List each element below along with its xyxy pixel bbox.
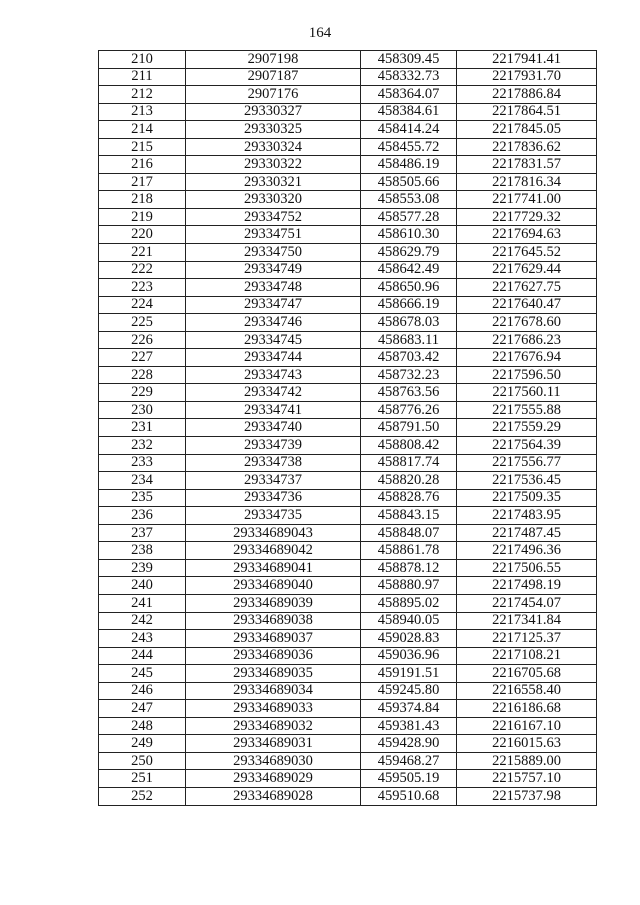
y-coordinate-cell: 2217509.35 [457, 489, 597, 507]
y-coordinate-cell: 2217836.62 [457, 138, 597, 156]
table-row [99, 173, 597, 191]
point-number-cell: 213 [99, 103, 186, 121]
table-row [99, 121, 597, 139]
point-id-cell: 29330321 [186, 173, 361, 191]
x-coordinate-cell: 458878.12 [361, 559, 457, 577]
x-coordinate-cell: 458332.73 [361, 68, 457, 86]
point-number-cell: 230 [99, 401, 186, 419]
table-row [99, 384, 597, 402]
x-coordinate-cell: 458309.45 [361, 51, 457, 69]
point-number-cell: 224 [99, 296, 186, 314]
table-row [99, 489, 597, 507]
table-row [99, 577, 597, 595]
table-row [99, 51, 597, 69]
y-coordinate-cell: 2215889.00 [457, 752, 597, 770]
table-row [99, 752, 597, 770]
point-id-cell: 29334689032 [186, 717, 361, 735]
point-id-cell: 29334689036 [186, 647, 361, 665]
x-coordinate-cell: 458384.61 [361, 103, 457, 121]
x-coordinate-cell: 459510.68 [361, 787, 457, 805]
point-number-cell: 217 [99, 173, 186, 191]
point-number-cell: 226 [99, 331, 186, 349]
x-coordinate-cell: 458791.50 [361, 419, 457, 437]
table-row [99, 138, 597, 156]
table-row [99, 103, 597, 121]
x-coordinate-cell: 458843.15 [361, 507, 457, 525]
x-coordinate-cell: 458820.28 [361, 472, 457, 490]
point-number-cell: 212 [99, 86, 186, 104]
point-number-cell: 246 [99, 682, 186, 700]
point-id-cell: 29334689039 [186, 594, 361, 612]
x-coordinate-cell: 458817.74 [361, 454, 457, 472]
y-coordinate-cell: 2217559.29 [457, 419, 597, 437]
x-coordinate-cell: 458455.72 [361, 138, 457, 156]
x-coordinate-cell: 459381.43 [361, 717, 457, 735]
point-number-cell: 220 [99, 226, 186, 244]
table-row [99, 261, 597, 279]
y-coordinate-cell: 2217676.94 [457, 349, 597, 367]
x-coordinate-cell: 458629.79 [361, 244, 457, 262]
point-number-cell: 231 [99, 419, 186, 437]
point-number-cell: 240 [99, 577, 186, 595]
point-id-cell: 29334689030 [186, 752, 361, 770]
point-id-cell: 2907198 [186, 51, 361, 69]
point-number-cell: 249 [99, 735, 186, 753]
point-number-cell: 215 [99, 138, 186, 156]
point-number-cell: 247 [99, 700, 186, 718]
x-coordinate-cell: 458577.28 [361, 208, 457, 226]
x-coordinate-cell: 458364.07 [361, 86, 457, 104]
point-number-cell: 216 [99, 156, 186, 174]
x-coordinate-cell: 458776.26 [361, 401, 457, 419]
y-coordinate-cell: 2217125.37 [457, 630, 597, 648]
table-row [99, 700, 597, 718]
point-id-cell: 29330322 [186, 156, 361, 174]
point-id-cell: 29334689035 [186, 665, 361, 683]
x-coordinate-cell: 458650.96 [361, 279, 457, 297]
y-coordinate-cell: 2217729.32 [457, 208, 597, 226]
table-row [99, 279, 597, 297]
x-coordinate-cell: 459428.90 [361, 735, 457, 753]
table-row [99, 156, 597, 174]
point-number-cell: 237 [99, 524, 186, 542]
y-coordinate-cell: 2217536.45 [457, 472, 597, 490]
point-id-cell: 29334745 [186, 331, 361, 349]
table-row [99, 366, 597, 384]
table-row [99, 191, 597, 209]
y-coordinate-cell: 2216705.68 [457, 665, 597, 683]
table-row [99, 349, 597, 367]
point-number-cell: 233 [99, 454, 186, 472]
y-coordinate-cell: 2217564.39 [457, 437, 597, 455]
point-id-cell: 29334689029 [186, 770, 361, 788]
y-coordinate-cell: 2217941.41 [457, 51, 597, 69]
point-number-cell: 252 [99, 787, 186, 805]
point-number-cell: 225 [99, 314, 186, 332]
x-coordinate-cell: 458895.02 [361, 594, 457, 612]
y-coordinate-cell: 2217555.88 [457, 401, 597, 419]
x-coordinate-cell: 459374.84 [361, 700, 457, 718]
point-number-cell: 243 [99, 630, 186, 648]
point-id-cell: 29334689042 [186, 542, 361, 560]
y-coordinate-cell: 2217694.63 [457, 226, 597, 244]
point-id-cell: 29334689037 [186, 630, 361, 648]
point-number-cell: 210 [99, 51, 186, 69]
x-coordinate-cell: 458683.11 [361, 331, 457, 349]
y-coordinate-cell: 2217741.00 [457, 191, 597, 209]
point-id-cell: 29334739 [186, 437, 361, 455]
point-id-cell: 29334752 [186, 208, 361, 226]
y-coordinate-cell: 2217454.07 [457, 594, 597, 612]
table-row [99, 244, 597, 262]
point-number-cell: 239 [99, 559, 186, 577]
table-row [99, 226, 597, 244]
table-row [99, 401, 597, 419]
point-id-cell: 29334748 [186, 279, 361, 297]
table-row [99, 665, 597, 683]
x-coordinate-cell: 458763.56 [361, 384, 457, 402]
point-id-cell: 29334740 [186, 419, 361, 437]
point-number-cell: 214 [99, 121, 186, 139]
x-coordinate-cell: 458414.24 [361, 121, 457, 139]
y-coordinate-cell: 2217627.75 [457, 279, 597, 297]
point-id-cell: 29334689034 [186, 682, 361, 700]
y-coordinate-cell: 2216186.68 [457, 700, 597, 718]
y-coordinate-cell: 2217816.34 [457, 173, 597, 191]
x-coordinate-cell: 458666.19 [361, 296, 457, 314]
point-id-cell: 29334746 [186, 314, 361, 332]
x-coordinate-cell: 459036.96 [361, 647, 457, 665]
table-row [99, 296, 597, 314]
point-id-cell: 29330324 [186, 138, 361, 156]
point-id-cell: 29334749 [186, 261, 361, 279]
point-number-cell: 235 [99, 489, 186, 507]
point-number-cell: 218 [99, 191, 186, 209]
point-id-cell: 29334689031 [186, 735, 361, 753]
point-number-cell: 227 [99, 349, 186, 367]
point-id-cell: 29334738 [186, 454, 361, 472]
point-id-cell: 29330325 [186, 121, 361, 139]
point-id-cell: 29330320 [186, 191, 361, 209]
x-coordinate-cell: 458880.97 [361, 577, 457, 595]
point-id-cell: 29334689028 [186, 787, 361, 805]
point-number-cell: 248 [99, 717, 186, 735]
point-number-cell: 244 [99, 647, 186, 665]
y-coordinate-cell: 2217831.57 [457, 156, 597, 174]
y-coordinate-cell: 2217108.21 [457, 647, 597, 665]
point-number-cell: 223 [99, 279, 186, 297]
table-row [99, 612, 597, 630]
table-row [99, 787, 597, 805]
point-id-cell: 29334744 [186, 349, 361, 367]
y-coordinate-cell: 2217886.84 [457, 86, 597, 104]
point-id-cell: 29334743 [186, 366, 361, 384]
coordinates-table-body [99, 51, 597, 806]
point-number-cell: 238 [99, 542, 186, 560]
x-coordinate-cell: 458610.30 [361, 226, 457, 244]
y-coordinate-cell: 2217931.70 [457, 68, 597, 86]
x-coordinate-cell: 458732.23 [361, 366, 457, 384]
point-number-cell: 236 [99, 507, 186, 525]
point-id-cell: 29334689038 [186, 612, 361, 630]
x-coordinate-cell: 459505.19 [361, 770, 457, 788]
point-number-cell: 241 [99, 594, 186, 612]
x-coordinate-cell: 458940.05 [361, 612, 457, 630]
y-coordinate-cell: 2217864.51 [457, 103, 597, 121]
y-coordinate-cell: 2217596.50 [457, 366, 597, 384]
point-id-cell: 29334689043 [186, 524, 361, 542]
point-number-cell: 250 [99, 752, 186, 770]
y-coordinate-cell: 2217629.44 [457, 261, 597, 279]
y-coordinate-cell: 2215737.98 [457, 787, 597, 805]
point-id-cell: 2907187 [186, 68, 361, 86]
coordinates-table [98, 50, 597, 806]
y-coordinate-cell: 2217678.60 [457, 314, 597, 332]
point-number-cell: 221 [99, 244, 186, 262]
x-coordinate-cell: 458505.66 [361, 173, 457, 191]
x-coordinate-cell: 459028.83 [361, 630, 457, 648]
point-id-cell: 29334735 [186, 507, 361, 525]
table-row [99, 559, 597, 577]
point-id-cell: 29334736 [186, 489, 361, 507]
table-row [99, 454, 597, 472]
y-coordinate-cell: 2217498.19 [457, 577, 597, 595]
y-coordinate-cell: 2216015.63 [457, 735, 597, 753]
table-row [99, 524, 597, 542]
table-row [99, 735, 597, 753]
y-coordinate-cell: 2217483.95 [457, 507, 597, 525]
y-coordinate-cell: 2215757.10 [457, 770, 597, 788]
page-number: 164 [308, 25, 332, 41]
point-number-cell: 228 [99, 366, 186, 384]
table-row [99, 630, 597, 648]
x-coordinate-cell: 458703.42 [361, 349, 457, 367]
table-row [99, 68, 597, 86]
x-coordinate-cell: 458553.08 [361, 191, 457, 209]
point-id-cell: 29334737 [186, 472, 361, 490]
y-coordinate-cell: 2217341.84 [457, 612, 597, 630]
table-row [99, 647, 597, 665]
y-coordinate-cell: 2217496.36 [457, 542, 597, 560]
table-row [99, 331, 597, 349]
table-row [99, 542, 597, 560]
table-row [99, 86, 597, 104]
x-coordinate-cell: 459191.51 [361, 665, 457, 683]
table-row [99, 314, 597, 332]
table-row [99, 208, 597, 226]
x-coordinate-cell: 458808.42 [361, 437, 457, 455]
x-coordinate-cell: 458861.78 [361, 542, 457, 560]
x-coordinate-cell: 458848.07 [361, 524, 457, 542]
table-row [99, 437, 597, 455]
y-coordinate-cell: 2217506.55 [457, 559, 597, 577]
x-coordinate-cell: 458642.49 [361, 261, 457, 279]
table-row [99, 507, 597, 525]
x-coordinate-cell: 458828.76 [361, 489, 457, 507]
point-id-cell: 29334750 [186, 244, 361, 262]
point-id-cell: 2907176 [186, 86, 361, 104]
point-number-cell: 222 [99, 261, 186, 279]
table-row [99, 419, 597, 437]
point-id-cell: 29334751 [186, 226, 361, 244]
y-coordinate-cell: 2217560.11 [457, 384, 597, 402]
y-coordinate-cell: 2217845.05 [457, 121, 597, 139]
point-number-cell: 232 [99, 437, 186, 455]
table-row [99, 717, 597, 735]
point-number-cell: 211 [99, 68, 186, 86]
table-row [99, 682, 597, 700]
point-id-cell: 29334689041 [186, 559, 361, 577]
point-number-cell: 251 [99, 770, 186, 788]
y-coordinate-cell: 2217645.52 [457, 244, 597, 262]
y-coordinate-cell: 2216558.40 [457, 682, 597, 700]
point-id-cell: 29330327 [186, 103, 361, 121]
point-number-cell: 242 [99, 612, 186, 630]
point-number-cell: 245 [99, 665, 186, 683]
y-coordinate-cell: 2217487.45 [457, 524, 597, 542]
x-coordinate-cell: 458486.19 [361, 156, 457, 174]
table-row [99, 472, 597, 490]
point-id-cell: 29334742 [186, 384, 361, 402]
x-coordinate-cell: 458678.03 [361, 314, 457, 332]
y-coordinate-cell: 2217556.77 [457, 454, 597, 472]
table-row [99, 594, 597, 612]
table-row [99, 770, 597, 788]
point-id-cell: 29334689040 [186, 577, 361, 595]
x-coordinate-cell: 459245.80 [361, 682, 457, 700]
point-number-cell: 234 [99, 472, 186, 490]
point-number-cell: 229 [99, 384, 186, 402]
point-id-cell: 29334747 [186, 296, 361, 314]
point-id-cell: 29334741 [186, 401, 361, 419]
y-coordinate-cell: 2216167.10 [457, 717, 597, 735]
point-id-cell: 29334689033 [186, 700, 361, 718]
x-coordinate-cell: 459468.27 [361, 752, 457, 770]
y-coordinate-cell: 2217686.23 [457, 331, 597, 349]
point-number-cell: 219 [99, 208, 186, 226]
y-coordinate-cell: 2217640.47 [457, 296, 597, 314]
